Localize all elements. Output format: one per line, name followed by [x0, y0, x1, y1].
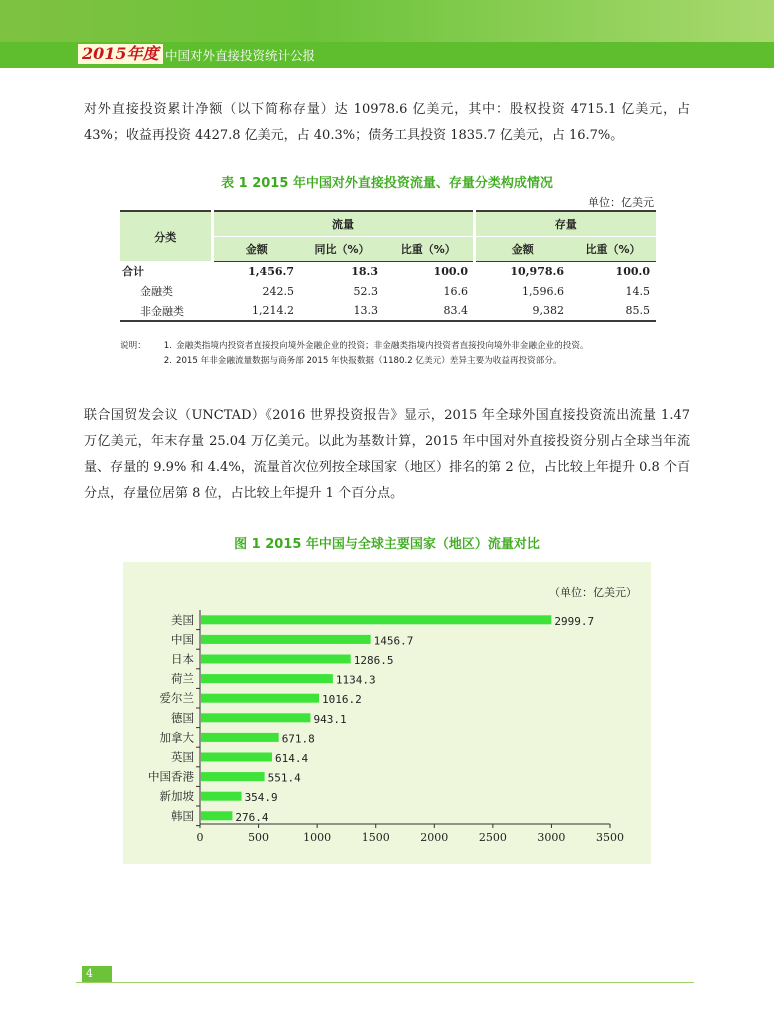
header-category: 分类 [120, 211, 212, 261]
header-stock-amount: 金额 [474, 236, 570, 261]
page-number: 4 [82, 966, 112, 982]
header-flow-amount: 金额 [212, 236, 300, 261]
chart-unit-label: （单位：亿美元） [549, 586, 637, 599]
header-bar [0, 42, 774, 68]
cell-stock-share: 85.5 [570, 301, 656, 321]
data-table [120, 210, 656, 322]
cell-flow-yoy: 13.3 [300, 301, 384, 321]
table-row [120, 261, 656, 281]
note-text: 金融类指境内投资者直接投向境外金融企业的投资；非金融类指境内投资者直接投向境外非金融企业的投资。 [176, 341, 589, 351]
header-flow-share: 比重（%） [384, 236, 474, 261]
table-row [120, 301, 656, 321]
category-label: 日本 [171, 652, 194, 666]
intro-paragraph: 对外直接投资累计净额（以下简称存量）达 10978.6 亿美元，其中：股权投资 4715.1 亿美元，占 43%；收益再投资 4427.8 亿美元，占 40.3%；债务工具投资 1835.7 亿美元，占 16.7%。 [84, 102, 690, 143]
bar [201, 694, 319, 703]
value-label: 614.4 [274, 752, 309, 765]
bar [201, 772, 265, 781]
header-flow-yoy: 同比（%） [300, 236, 384, 261]
bar [201, 674, 333, 683]
value-label: 1016.2 [322, 693, 362, 707]
bar [201, 713, 310, 722]
bar [201, 615, 551, 624]
category-label: 美国 [171, 612, 194, 627]
footer-rule [76, 982, 694, 983]
header-stock: 存量 [474, 211, 656, 236]
category-label: 中国 [171, 632, 194, 647]
cell-flow-amount: 1,456.7 [248, 264, 294, 278]
bar [201, 792, 242, 801]
note-number: 1. [163, 341, 172, 351]
row-label: 合计 [122, 265, 144, 278]
bar [201, 811, 232, 820]
value-label: 2999.7 [554, 614, 595, 628]
cell-flow-yoy: 18.3 [351, 264, 378, 278]
category-label: 新加坡 [159, 789, 194, 804]
value-label: 671.8 [281, 732, 315, 746]
report-year: 2015年度 [78, 44, 163, 64]
bar [201, 733, 279, 742]
value-label: 551.4 [267, 771, 301, 785]
cell-stock-amount: 1,596.6 [522, 284, 564, 298]
note-number: 2. [163, 356, 172, 366]
cell-flow-amount: 1,214.2 [212, 301, 300, 321]
chart-panel [123, 562, 651, 864]
report-title: 中国对外直接投资统计公报 [165, 48, 316, 63]
cell-stock-amount: 9,382 [474, 301, 570, 321]
cell-flow-share: 16.6 [443, 284, 468, 298]
x-tick-label: 0 [196, 831, 204, 844]
table-row [120, 281, 656, 301]
bar [201, 655, 351, 664]
row-label: 金融类 [140, 285, 173, 298]
value-label: 1286.5 [353, 654, 394, 667]
cell-flow-amount: 242.5 [262, 284, 294, 298]
category-label: 爱尔兰 [159, 691, 194, 706]
value-label: 354.9 [244, 791, 278, 805]
figure-caption: 图 1 2015 年中国与全球主要国家（地区）流量对比 [234, 537, 540, 552]
cell-flow-yoy: 52.3 [353, 284, 378, 298]
bar [201, 635, 371, 644]
table-unit: 单位：亿美元 [588, 196, 654, 209]
cell-flow-share: 100.0 [433, 264, 468, 278]
x-tick-label: 500 [248, 831, 270, 844]
category-label: 加拿大 [159, 730, 194, 745]
row-label: 非金融类 [120, 301, 212, 321]
x-tick-label: 2500 [478, 831, 507, 844]
header-flow: 流量 [212, 211, 474, 236]
header-band [0, 0, 774, 42]
cell-stock-amount: 10,978.6 [510, 264, 564, 278]
cell-stock-share: 14.5 [625, 284, 650, 298]
bars-layer [148, 610, 624, 844]
value-label: 1134.3 [335, 673, 376, 687]
notes-heading: 说明： [120, 341, 146, 351]
category-label: 中国香港 [148, 769, 194, 784]
x-tick-label: 3500 [596, 831, 624, 844]
category-label: 韩国 [171, 808, 194, 823]
x-tick-label: 1500 [361, 831, 390, 844]
x-tick-label: 3000 [537, 831, 566, 844]
value-label: 276.4 [235, 810, 269, 824]
note-text: 2015 年非金融流量数据与商务部 2015 年快报数据（1180.2 亿美元）差异主要为收益再投资部分。 [176, 356, 562, 366]
table-notes [120, 339, 680, 369]
value-label: 1456.7 [373, 634, 414, 648]
x-tick-label: 2000 [420, 831, 449, 844]
bar-chart [123, 562, 651, 864]
bar [201, 753, 272, 762]
header-stock-share: 比重（%） [570, 236, 656, 261]
value-label: 943.1 [313, 712, 347, 726]
cell-flow-share: 83.4 [384, 301, 474, 321]
table-caption: 表 1 2015 年中国对外直接投资流量、存量分类构成情况 [221, 176, 553, 191]
body-paragraph: 联合国贸发会议（UNCTAD）《2016 世界投资报告》显示，2015 年全球外国直接投资流出流量 1.47 万亿美元，年末存量 25.04 万亿美元。以此为基数计算，2015 年中国对外直接投资分别占全球当年流量、存量的 9.9% 和 4.4%，流量首次位列按全球国家（地区）排名的第 2 位，占比较上年提升 0.8 个百分点，存量位居第 8 位，占比较上年提升 1 个百分点。 [84, 408, 690, 501]
category-label: 英国 [171, 750, 194, 764]
cell-stock-share: 100.0 [615, 264, 650, 278]
x-tick-label: 1000 [303, 831, 332, 844]
category-label: 荷兰 [171, 671, 194, 686]
category-label: 德国 [171, 710, 194, 725]
